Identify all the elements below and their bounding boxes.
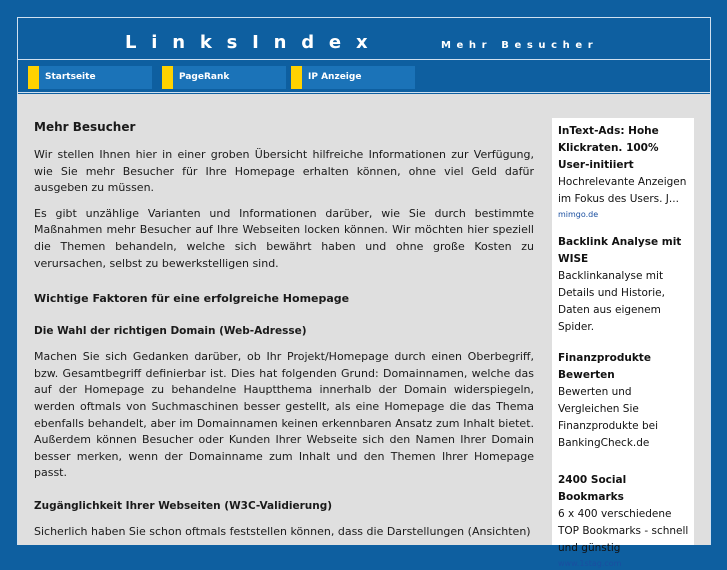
site-title[interactable]: LinksIndex [125,32,383,53]
ad-title-link[interactable]: 2400 Social Bookmarks [558,474,627,503]
subsection-text-domain: Machen Sie sich Gedanken darüber, ob Ihr Projekt/Homepage durch einen Oberbegriff, bzw. Gesamtbegriff definierbar ist. Dies hat folgenden Grund: Domainnamen, welche das auf der Homepage zu behandelne Hauptthema innerhalb der Domain widerspiegeln, werden oftmals von Suchmaschinen besser gestellt, als eine Homepage die das Thema ebenfalls behandelt, aber im Domainnamen keinen erkennbaren Ansatz zum Inhalt bietet. Außerdem können Besucher oder Kunden Ihrer Webseite sich den Namen Ihrer Domain besser merken, wenn der Domainname zum Inhalt und den Themen Ihrer Homepage passt. [34,350,534,480]
page-title: Mehr Besucher [34,120,136,134]
subsection-text-w3c: Sicherlich haben Sie schon oftmals feststellen können, dass die Darstellungen (Ansichten) [34,524,531,538]
site-subtitle: Mehr Besucher [441,40,599,51]
main-article [34,120,534,550]
ad-url-link[interactable]: mimgo.de [558,210,599,219]
ad-title-link[interactable]: InText-Ads: Hohe Klickraten. 100% User-initiiert [558,125,659,171]
ad-block [558,350,689,452]
intro-paragraph: Wir stellen Ihnen hier in einer groben Übersicht hilfreiche Informationen zur Verfügung, wie Sie mehr Besucher für Ihre Homepage erhalten können, ohne viel Geld dafür ausgeben zu müssen. [34,148,534,195]
intro-paragraph: Es gibt unzählige Varianten und Informationen darüber, wie Sie durch bestimmte Maßnahmen mehr Besucher auf Ihre Webseiten locken können. Wir möchten hier speziell die Themen behandeln, welche sich bewährt haben und ohne große Kosten zu verursachen, selbst zu bewerkstelligen sind. [34,206,534,270]
subsection-title-domain: Die Wahl der richtigen Domain (Web-Adresse) [34,325,307,338]
ad-block [558,234,689,336]
ad-title-link[interactable]: Finanzprodukte Bewerten [558,352,651,381]
ad-block [558,123,689,221]
nav-item-pagerank[interactable]: PageRank [162,66,286,89]
nav-item-startseite[interactable]: Startseite [28,66,152,89]
ad-block [558,472,689,570]
main-navigation [18,61,710,93]
site-header [18,18,710,60]
ad-text: Hochrelevante Anzeigen im Fokus des Users. J... [558,176,687,205]
ad-url-link[interactable]: www.1stag.com [558,559,622,568]
ad-text: Bewerten und Vergleichen Sie Finanzprodukte bei BankingCheck.de [558,386,658,449]
ad-sidebar [552,118,694,568]
subsection-title-w3c: Zugänglichkeit Ihrer Webseiten (W3C-Validierung) [34,499,333,512]
nav-item-ip-anzeige[interactable]: IP Anzeige [291,66,415,89]
ad-text: Backlinkanalyse mit Details und Historie, Daten aus eigenem Spider. [558,270,665,333]
ad-title-link[interactable]: Backlink Analyse mit WISE [558,236,682,265]
ad-text: 6 x 400 verschiedene TOP Bookmarks - schnell und günstig [558,508,689,554]
section-heading: Wichtige Faktoren für eine erfolgreiche Homepage [34,292,350,306]
content-area [18,94,710,568]
